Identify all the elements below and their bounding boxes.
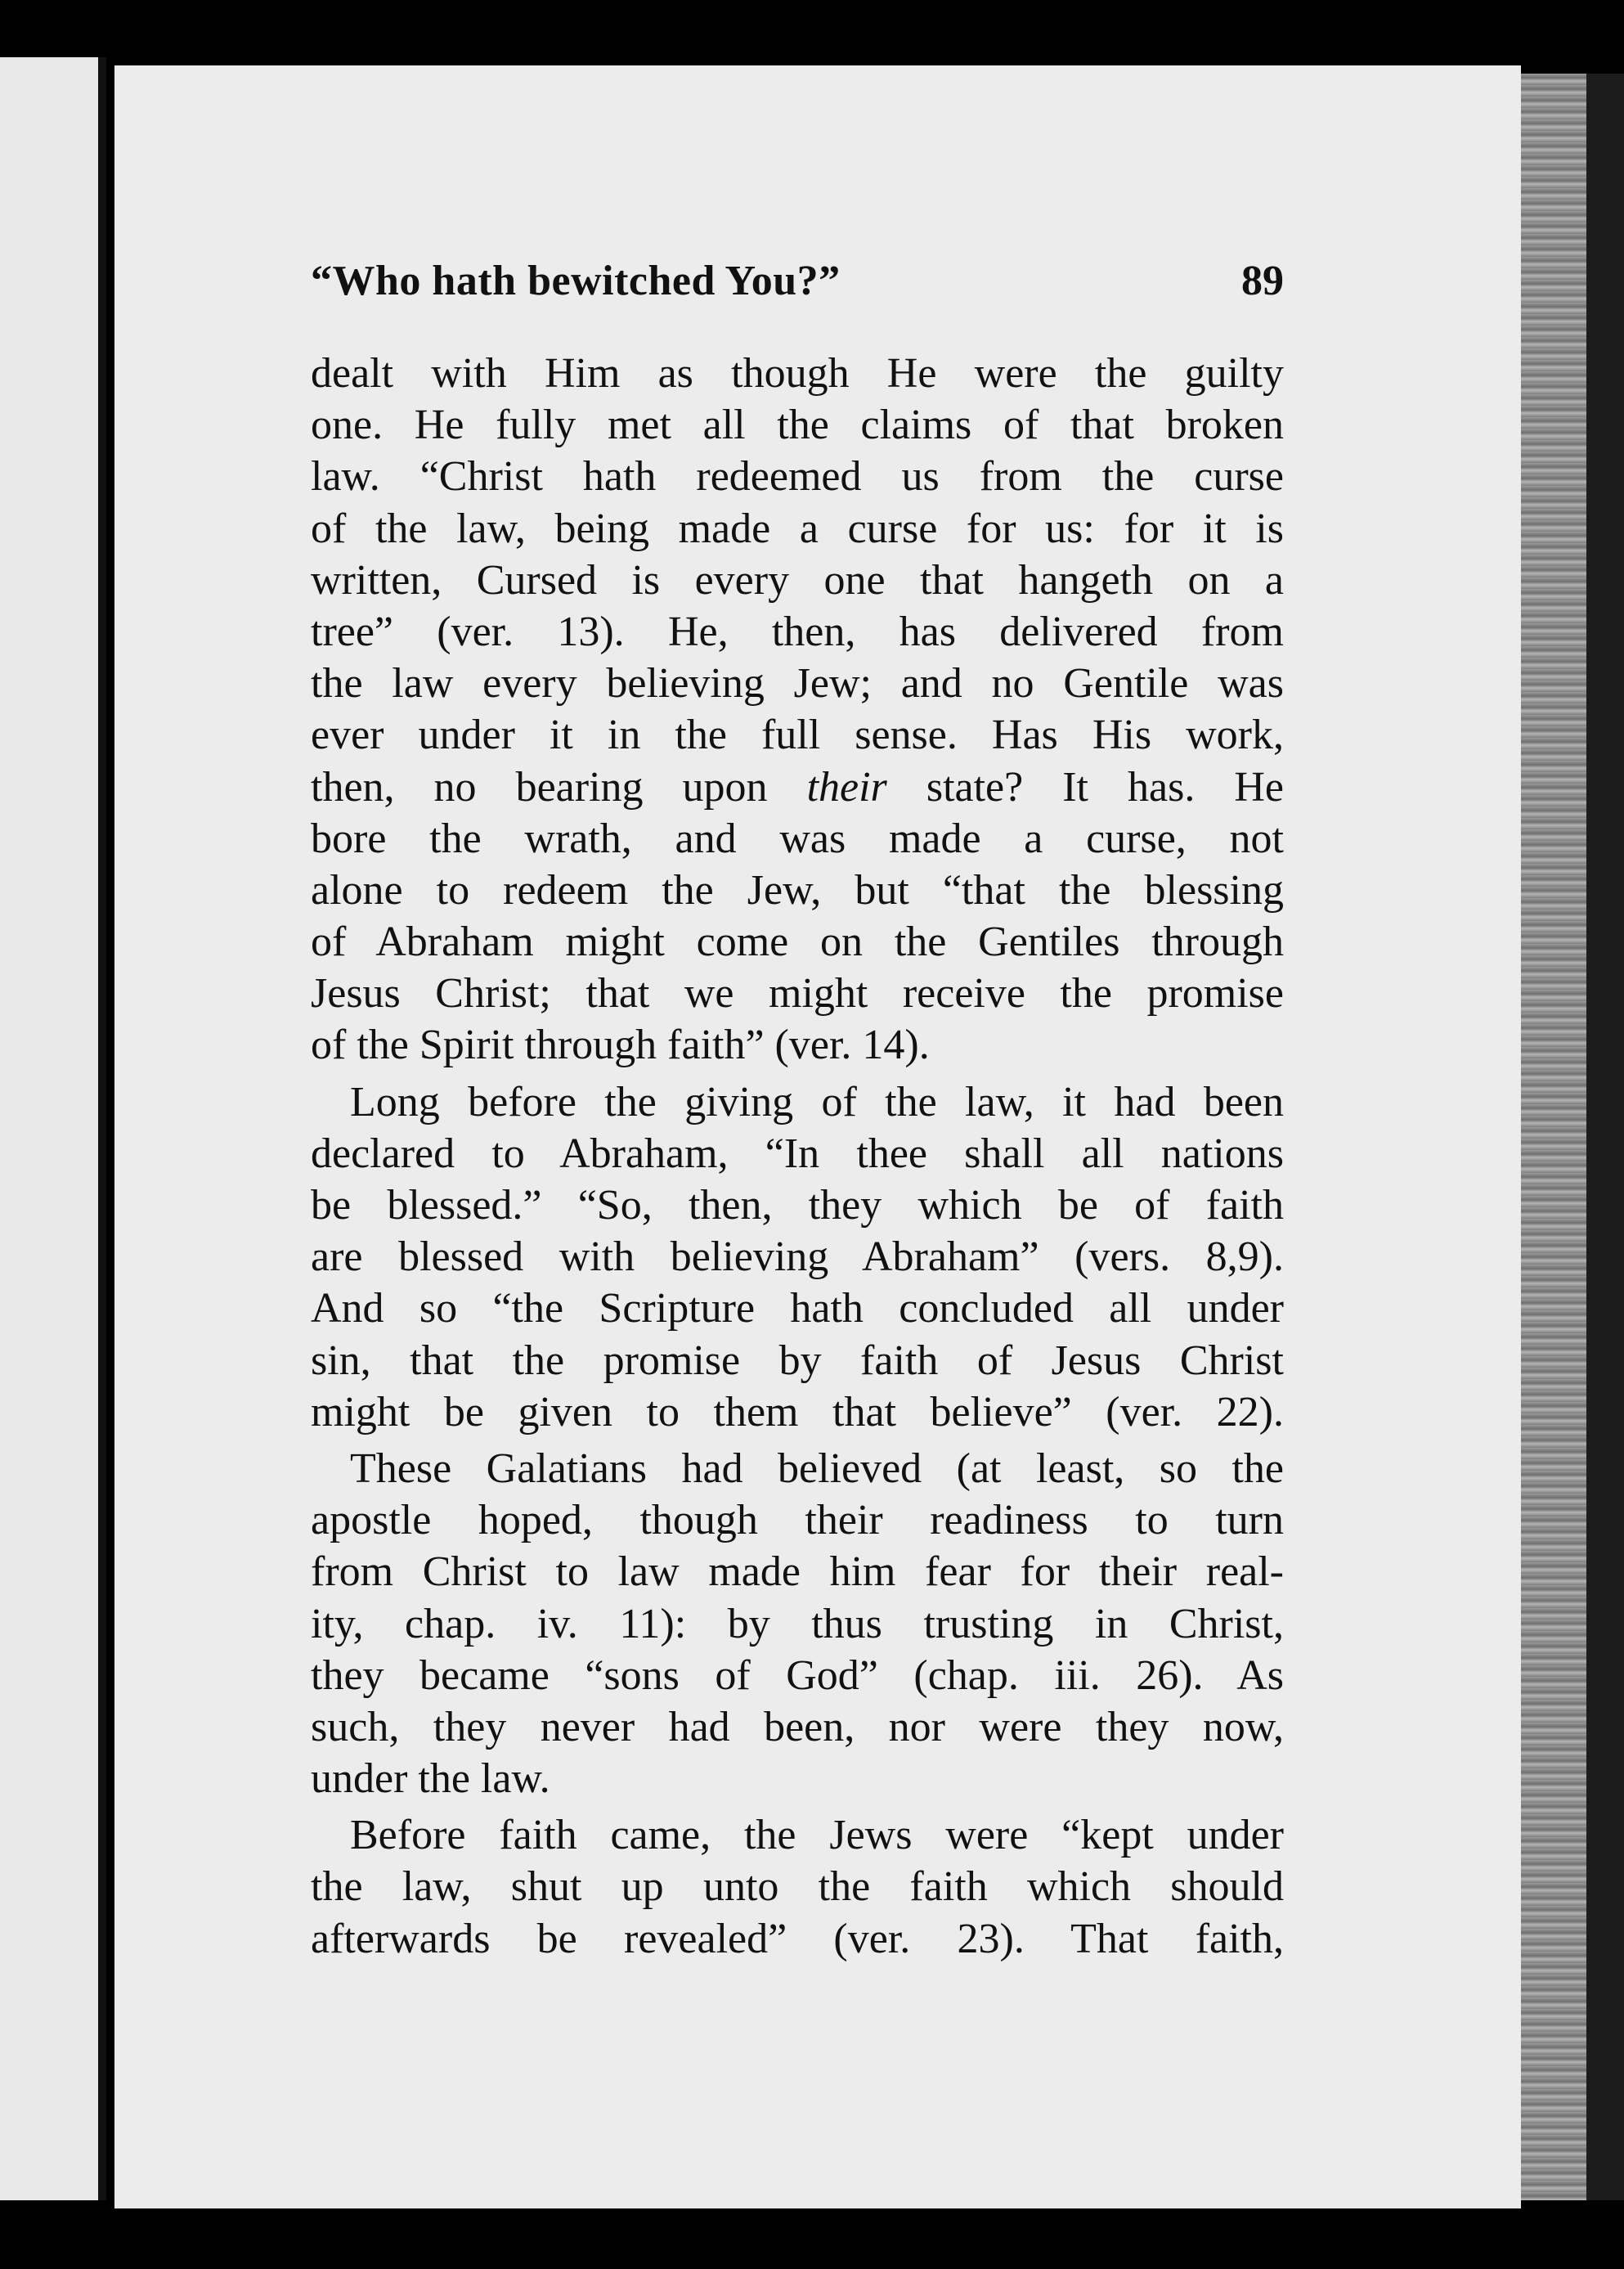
text-line: they became “sons of God” (chap. iii. 26). As — [311, 1651, 1284, 1699]
page-gutter-shadow — [98, 57, 106, 2200]
text-line: the law, shut up unto the faith which should — [311, 1863, 1284, 1911]
text-line: ever under it in the full sense. Has His work, — [311, 712, 1284, 759]
text-line: bore the wrath, and was made a curse, not — [311, 815, 1284, 862]
text-line: written, Cursed is every one that hangeth on a — [311, 556, 1284, 604]
text-line: might be given to them that believe” (ver. 22). — [311, 1388, 1284, 1436]
text-line: ity, chap. iv. 11): by thus trusting in Christ, — [311, 1600, 1284, 1647]
text-line: of Abraham might come on the Gentiles through — [311, 919, 1284, 966]
text-line: Long before the giving of the law, it had been — [350, 1078, 1284, 1126]
text-line: sin, that the promise by faith of Jesus Christ — [311, 1337, 1284, 1384]
text-line: alone to redeem the Jew, but “that the blessing — [311, 866, 1284, 914]
text-line: tree” (ver. 13). He, then, has delivered from — [311, 608, 1284, 655]
text-line: such, they never had been, nor were they now, — [311, 1703, 1284, 1750]
text-line: declared to Abraham, “In thee shall all nations — [311, 1130, 1284, 1177]
text-line: are blessed with believing Abraham” (vers. 8,9). — [311, 1233, 1284, 1281]
text-segment: then, no bearing upon — [311, 763, 807, 811]
text-line: These Galatians had believed (at least, so the — [350, 1445, 1284, 1492]
text-line: Jesus Christ; that we might receive the promise — [311, 970, 1284, 1018]
running-title: “Who hath bewitched You?” — [311, 258, 841, 304]
italic-word: their — [806, 763, 887, 811]
text-line: law. “Christ hath redeemed us from the curse — [311, 453, 1284, 501]
text-line: the law every believing Jew; and no Gentile was — [311, 660, 1284, 708]
running-header — [311, 245, 1284, 319]
body-text — [311, 348, 1284, 1965]
text-line: afterwards be revealed” (ver. 23). That faith, — [311, 1915, 1284, 1962]
text-line: of the Spirit through faith” (ver. 14). — [311, 1022, 930, 1069]
text-line: dealt with Him as though He were the guilty — [311, 350, 1284, 397]
scan-border — [1586, 74, 1624, 2200]
text-line: Before faith came, the Jews were “kept under — [350, 1812, 1284, 1859]
text-line: apostle hoped, though their readiness to turn — [311, 1497, 1284, 1544]
text-line: And so “the Scripture hath concluded all under — [311, 1285, 1284, 1332]
text-line: be blessed.” “So, then, they which be of faith — [311, 1182, 1284, 1229]
text-line: of the law, being made a curse for us: for it is — [311, 505, 1284, 552]
page-stack-edge — [1521, 74, 1586, 2200]
page-number: 89 — [1241, 258, 1284, 304]
text-line: one. He fully met all the claims of that broken — [311, 402, 1284, 449]
text-line — [311, 762, 1284, 813]
text-segment: state? It has. He — [886, 763, 1284, 811]
left-page-edge — [0, 57, 106, 2200]
text-line: under the law. — [311, 1755, 550, 1803]
text-line: from Christ to law made him fear for their real- — [311, 1548, 1284, 1596]
